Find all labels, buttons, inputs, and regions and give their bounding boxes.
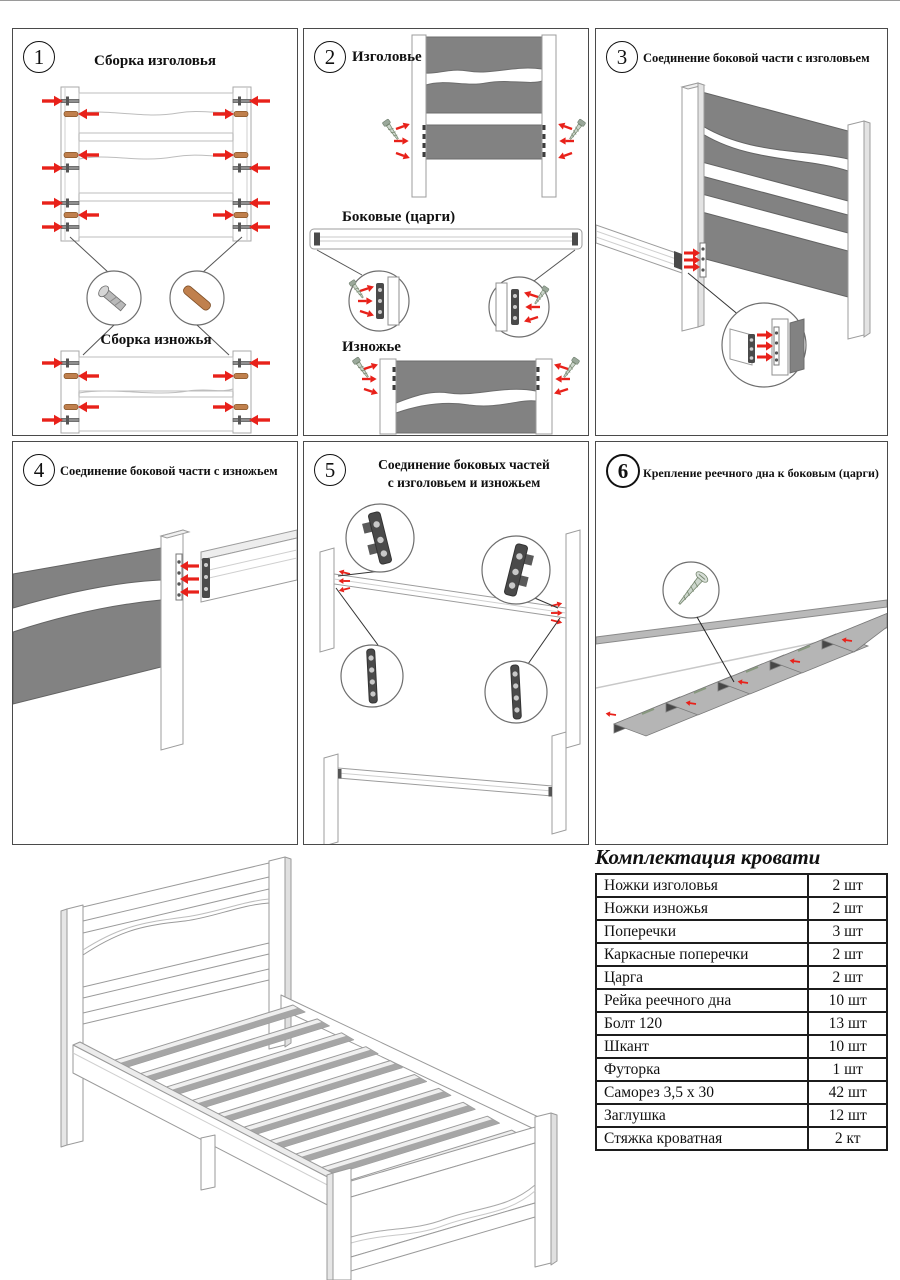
headboard-schematic xyxy=(61,87,251,241)
footboard-drawing xyxy=(352,357,580,434)
bracket-icon xyxy=(572,233,578,246)
step-5-title: Соединение боковых частей с изголовьем и изножьем xyxy=(378,457,550,491)
step-number-3: 3 xyxy=(606,41,638,73)
step-1-illustration xyxy=(13,29,297,435)
rail-bracket-callout-left xyxy=(349,271,409,331)
side-rails-label: Боковые (царги) xyxy=(342,209,456,225)
headboard-label: Изголовье xyxy=(352,49,422,65)
panel-step-1 xyxy=(12,28,298,436)
page-top-rule xyxy=(0,0,900,1)
footboard-3d xyxy=(13,530,189,750)
table-row: Ножки изголовья 2 шт xyxy=(596,874,887,897)
step-1-title: Сборка изголовья xyxy=(94,53,216,69)
side-rail-drawing xyxy=(310,229,582,281)
parts-table-block xyxy=(595,845,888,1151)
step-number-1: 1 xyxy=(23,41,55,73)
headboard-3d xyxy=(682,83,870,339)
step-number-6: 6 xyxy=(606,454,640,488)
table-row: Каркасные поперечки 2 шт xyxy=(596,943,887,966)
step-6-title: Крепление реечного дна к боковым (царги) xyxy=(643,466,879,480)
table-row: Рейка реечного дна 10 шт xyxy=(596,989,887,1012)
footboard-label: Изножье xyxy=(342,339,401,355)
step-6-illustration xyxy=(596,442,887,844)
screw-icon xyxy=(382,119,401,141)
assembled-frame xyxy=(324,732,566,844)
rail-bracket-callout-right xyxy=(489,277,549,337)
panel-step-4 xyxy=(12,441,298,845)
bed-footboard xyxy=(327,1127,535,1280)
bracket-callouts xyxy=(336,504,560,723)
panel-step-6 xyxy=(595,441,888,845)
table-row: Болт 120 13 шт xyxy=(596,1012,887,1035)
footboard-assembly-label: Сборка изножья xyxy=(100,332,212,348)
table-row: Шкант 10 шт xyxy=(596,1035,887,1058)
step-3-illustration xyxy=(596,29,887,435)
step-4-illustration xyxy=(13,442,297,844)
bracket-callout xyxy=(688,273,806,387)
panel-step-3 xyxy=(595,28,888,436)
step-number-5: 5 xyxy=(314,454,346,486)
table-row: Царга 2 шт xyxy=(596,966,887,989)
table-row: Ножки изножья 2 шт xyxy=(596,897,887,920)
table-row: Заглушка 12 шт xyxy=(596,1104,887,1127)
assembled-bed-illustration xyxy=(15,855,580,1280)
step-2-illustration xyxy=(304,29,588,435)
bed-middle-leg xyxy=(201,1135,215,1190)
step-number-2: 2 xyxy=(314,41,346,73)
table-row: Стяжка кроватная 2 кт xyxy=(596,1127,887,1150)
screw-icon xyxy=(567,119,586,141)
footboard-schematic xyxy=(61,351,251,433)
bed-foot-post-far xyxy=(535,1113,551,1267)
step-4-title: Соединение боковой части с изножьем xyxy=(60,464,278,478)
parts-table xyxy=(595,873,888,1151)
step-3-title: Соединение боковой части с изголовьем xyxy=(643,51,870,65)
side-rail-3d xyxy=(180,530,297,602)
step-5-illustration xyxy=(304,442,588,844)
step-number-4: 4 xyxy=(23,454,55,486)
table-row: Саморез 3,5 x 30 42 шт xyxy=(596,1081,887,1104)
table-row: Футорка 1 шт xyxy=(596,1058,887,1081)
bracket-icon xyxy=(674,251,682,270)
bracket-icon xyxy=(314,233,320,246)
table-row: Поперечки 3 шт xyxy=(596,920,887,943)
rails-and-slats xyxy=(596,600,887,736)
panel-step-2 xyxy=(303,28,589,436)
parts-table-title: Комплектация кровати xyxy=(595,845,821,869)
panel-step-5 xyxy=(303,441,589,845)
